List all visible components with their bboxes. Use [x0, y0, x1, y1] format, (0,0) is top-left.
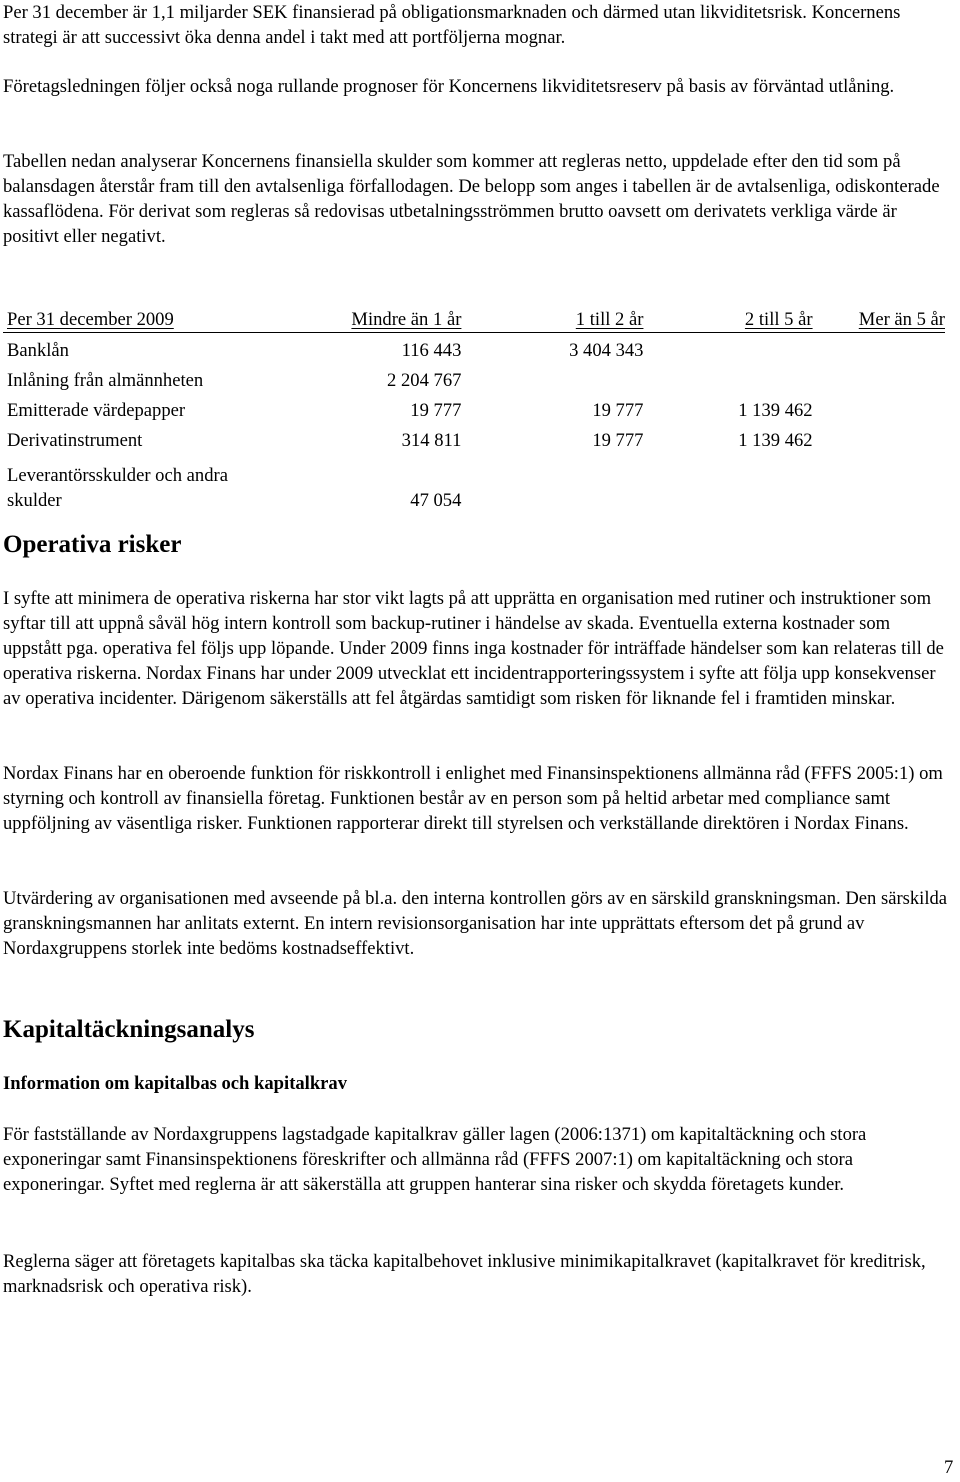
header-date: Per 31 december 2009 — [3, 307, 278, 333]
cell-value: 1 139 462 — [738, 430, 813, 451]
paragraph-obligationsmarknad: Per 31 december är 1,1 miljarder SEK finansierad på obligationsmarknaden och därmed utan likviditetsrisk. Koncernens strategi är att successivt öka denna andel i takt med att portföljerna mognar. — [3, 2, 901, 48]
cell-value: 19 777 — [410, 400, 462, 421]
row-label: Derivatinstrument — [7, 430, 143, 451]
cell-value — [813, 423, 945, 453]
cell-value — [813, 393, 945, 423]
cell-value — [643, 453, 812, 513]
subheading-kapitalbas: Information om kapitalbas och kapitalkrav — [3, 1073, 348, 1094]
header-under-1y: Mindre än 1 år — [278, 307, 461, 333]
table-row — [3, 333, 945, 364]
row-label: Inlåning från almännheten — [7, 370, 204, 391]
cell-value: 314 811 — [401, 430, 462, 451]
cell-value: 19 777 — [592, 400, 644, 421]
cell-value — [813, 453, 945, 513]
header-1-2y: 1 till 2 år — [461, 307, 643, 333]
heading-operativa-risker: Operativa risker — [3, 531, 182, 558]
heading-kapitaltackningsanalys: Kapitaltäckningsanalys — [3, 1016, 255, 1043]
paragraph-operativa-1: I syfte att minimera de operativa riskerna har stor vikt lagts på att upprätta en organisation med rutiner och instruktioner som syftar till att uppnå såväl hög intern kontroll som backup-rutiner i händelse av skada. Eventuella externa kostnader som uppstått pga. operativa fel följs upp löpande. Under 2009 finns inga kostnader för inträffade händelser som kan relateras till de operativa riskerna. Nordax Finans har under 2009 utvecklat ett incidentrapporteringssystem i syfte att följa upp konsekvenser av operativa incidenter. Därigenom säkerställs att fel åtgärdas samtidigt som risken för liknande fel i framtiden minskar. — [3, 588, 944, 709]
cell-value — [813, 333, 945, 364]
paragraph-prognoser: Företagsledningen följer också noga rullande prognoser för Koncernens likviditetsreserv på basis av förväntad utlåning. — [3, 76, 895, 97]
cell-value — [643, 363, 812, 393]
paragraph-tabell-intro: Tabellen nedan analyserar Koncernens finansiella skulder som kommer att regleras netto, uppdelade efter den tid som på balansdagen återstår fram till den avtalsenliga förfallodagen. De belopp som anges i tabellen är de avtalsenliga, odiskonterade kassaflödena. För derivat som regleras så redovisas utbetalningsströmmen brutto oavsett om derivatets verkliga värde är positivt eller negativt. — [3, 151, 940, 247]
table-row — [3, 423, 945, 453]
paragraph-kapital-2: Reglerna säger att företagets kapitalbas ska täcka kapitalbehovet inklusive minimikapitalkravet (kapitalkravet för kreditrisk, marknadsrisk och operativa risk). — [3, 1251, 926, 1297]
header-over-5y: Mer än 5 år — [813, 307, 945, 333]
cell-value: 47 054 — [410, 490, 462, 511]
table-header-row — [3, 307, 945, 333]
table-row — [3, 363, 945, 393]
paragraph-kapital-1: För fastställande av Nordaxgruppens lagstadgade kapitalkrav gäller lagen (2006:1371) om kapitaltäckning och stora exponeringar samt Finansinspektionens föreskrifter och allmänna råd (FFFS 2007:1) om kapitaltäckning och stora exponeringar. Syftet med reglerna är att säkerställa att gruppen hanterar sina risker och skydda företagets kunder. — [3, 1124, 867, 1195]
page-number: 7 — [944, 1457, 954, 1478]
cell-value — [643, 333, 812, 364]
row-label: Banklån — [7, 340, 69, 361]
cell-value: 116 443 — [401, 340, 462, 361]
cell-value — [461, 453, 643, 513]
row-label: Leverantörsskulder och andra skulder — [7, 465, 228, 511]
cell-value: 1 139 462 — [738, 400, 813, 421]
row-label: Emitterade värdepapper — [7, 400, 186, 421]
cell-value — [461, 363, 643, 393]
paragraph-operativa-3: Utvärdering av organisationen med avseende på bl.a. den interna kontrollen görs av en särskild granskningsman. Den särskilda granskningsmannen har anlitats externt. En intern revisionsorganisation har inte upprättats eftersom det på grund av Nordaxgruppens storlek inte bedöms kostnadseffektivt. — [3, 888, 948, 959]
cell-value: 19 777 — [592, 430, 644, 451]
cell-value — [813, 363, 945, 393]
table-row — [3, 453, 945, 513]
cell-value: 3 404 343 — [569, 340, 644, 361]
maturity-table — [3, 307, 945, 513]
cell-value: 2 204 767 — [387, 370, 462, 391]
table-row — [3, 393, 945, 423]
paragraph-operativa-2: Nordax Finans har en oberoende funktion för riskkontroll i enlighet med Finansinspektionens allmänna råd (FFFS 2005:1) om styrning och kontroll av finansiella företag. Funktionen består av en person som på heltid arbetar med compliance samt uppföljning av väsentliga risker. Funktionen rapporterar direkt till styrelsen och verkställande direktören i Nordax Finans. — [3, 763, 943, 834]
header-2-5y: 2 till 5 år — [643, 307, 812, 333]
